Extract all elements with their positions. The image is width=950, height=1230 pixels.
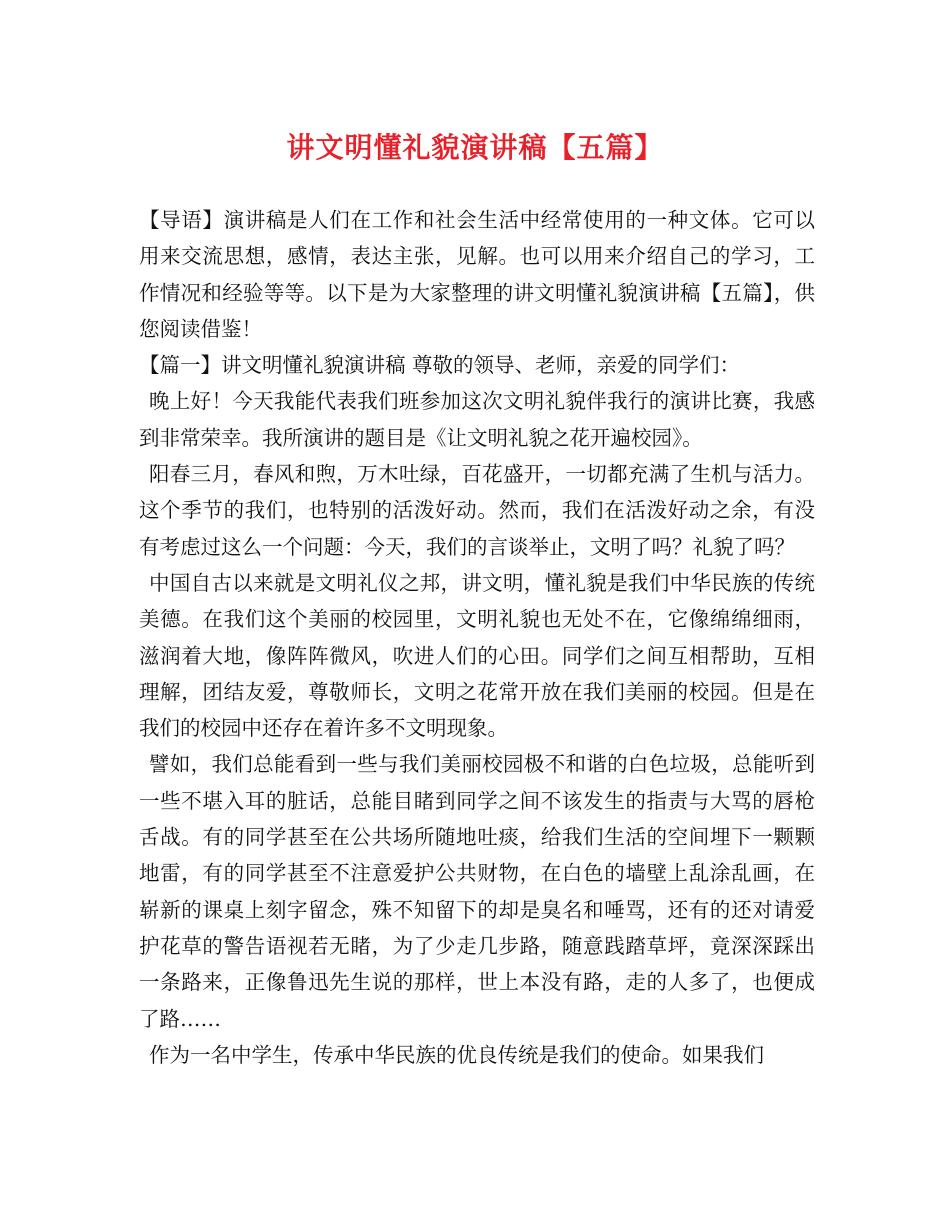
spring-paragraph: 阳春三月，春风和煦，万木吐绿，百花盛开，一切都充满了生机与活力。这个季节的我们，也特别的活泼好动。然而，我们在活泼好动之余，有没有考虑过这么一个问题：今天，我们的言谈举止，文明了吗？礼貌了吗？ — [139, 462, 815, 559]
document-body — [139, 202, 815, 1073]
tradition-paragraph: 中国自古以来就是文明礼仪之邦，讲文明，懂礼貌是我们中华民族的传统美德。在我们这个美丽的校园里，文明礼貌也无处不在，它像绵绵细雨，滋润着大地，像阵阵微风，吹进人们的心田。同学们之间互相帮助，互相理解，团结友爱，尊敬师长，文明之花常开放在我们美丽的校园。但是在我们的校园中还存在着许多不文明现象。 — [139, 570, 815, 741]
section-heading-paragraph: 【篇一】讲文明懂礼貌演讲稿 尊敬的领导、老师，亲爱的同学们： — [139, 353, 741, 378]
examples-paragraph: 譬如，我们总能看到一些与我们美丽校园极不和谐的白色垃圾，总能听到一些不堪入耳的脏话，总能目睹到同学之间不该发生的指责与大骂的唇枪舌战。有的同学甚至在公共场所随地吐痰，给我们生活的空间埋下一颗颗地雷，有的同学甚至不注意爱护公共财物，在白色的墙壁上乱涂乱画，在崭新的课桌上刻字留念，殊不知留下的却是臭名和唾骂，还有的还对请爱护花草的警告语视若无睹，为了少走几步路，随意践踏草坪，竟深深踩出一条路来，正像鲁迅先生说的那样，世上本没有路，走的人多了，也便成了路…… — [139, 752, 815, 1031]
greeting-paragraph: 晚上好！今天我能代表我们班参加这次文明礼貌伴我行的演讲比赛，我感到非常荣幸。我所演讲的题目是《让文明礼貌之花开遍校园》。 — [139, 389, 815, 450]
closing-paragraph: 作为一名中学生，传承中华民族的优良传统是我们的使命。如果我们 — [149, 1042, 764, 1067]
intro-paragraph: 【导语】演讲稿是人们在工作和社会生活中经常使用的一种文体。它可以用来交流思想，感情，表达主张，见解。也可以用来介绍自己的学习，工作情况和经验等等。以下是为大家整理的讲文明懂礼貌演讲稿【五篇】，供您阅读借鉴！ — [139, 208, 815, 341]
document-title: 讲文明懂礼貌演讲稿【五篇】 — [286, 131, 664, 164]
